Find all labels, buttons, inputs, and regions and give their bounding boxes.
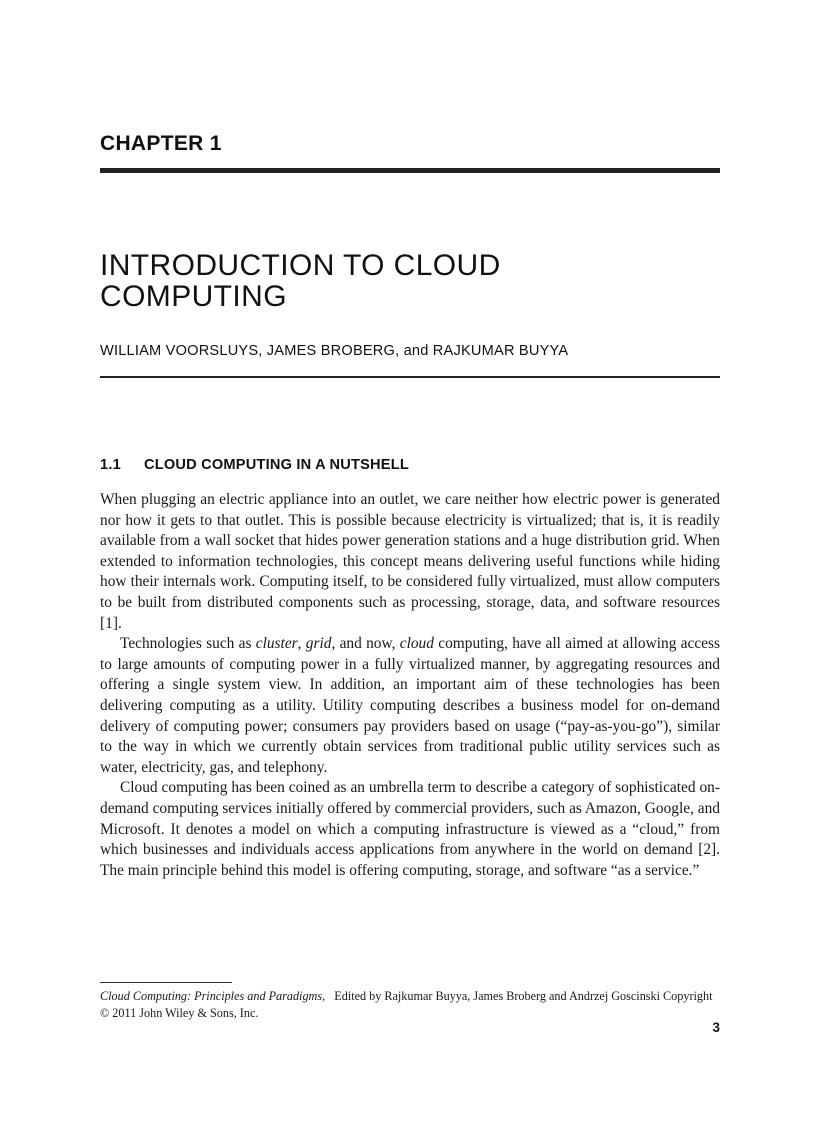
paragraph-2-text: Technologies such as [120,635,256,653]
section-number: 1.1 [100,457,121,473]
paragraph-2-text: , and now, [331,635,400,653]
chapter-title [100,250,720,312]
body-text [100,490,720,881]
emphasis-cloud: cloud [399,635,434,653]
paragraph-2-text: , [297,635,306,653]
authors-rule [100,376,720,378]
emphasis-cluster: cluster [255,635,298,653]
chapter-title-line-2: COMPUTING [100,280,287,313]
paragraph-2-text: computing, have all aimed at allowing access to large amounts of computing power in a fully virtualized manner, by aggregating resources and offering a single system view. In addition, an important aim of these technologies has been delivering computing as a utility. Utility computing describes a business model for on-demand delivery of computing power; consumers pay providers based on usage (“pay-as-you-go”), similar to the way in which we currently obtain services from traditional public utility services such as water, electricity, gas, and telephony. [100,635,720,776]
paragraph-2 [100,634,720,778]
book-title: Cloud Computing: Principles and Paradigms, [100,989,326,1003]
chapter-title-line-1: INTRODUCTION TO CLOUD [100,249,501,282]
page-number: 3 [712,1020,720,1035]
section-heading [100,457,409,473]
footnote-details: Edited by Rajkumar Buyya, James Broberg and Andrzej Goscinski Copyright © 2011 John Wiley & Sons, Inc. [100,989,713,1020]
paragraph-1: When plugging an electric appliance into an outlet, we care neither how electric power is generated nor how it gets to that outlet. This is possible because electricity is virtualized; that is, it is readily available from a wall socket that hides power generation stations and a huge distribution grid. When extended to information technologies, this concept means delivering useful functions while hiding how their internals work. Computing itself, to be considered fully virtualized, must allow computers to be built from distributed components such as processing, storage, data, and software resources [1]. [100,491,720,632]
section-title: CLOUD COMPUTING IN A NUTSHELL [144,457,409,473]
paragraph-3: Cloud computing has been coined as an umbrella term to describe a category of sophisticated on-demand computing services initially offered by commercial providers, such as Amazon, Google, and Microsoft. It denotes a model on which a computing infrastructure is viewed as a “cloud,” from which businesses and individuals access applications from anywhere in the world on demand [2]. The main principle behind this model is offering computing, storage, and software “as a service.” [100,779,720,879]
copyright-footnote [100,988,720,1021]
chapter-authors: WILLIAM VOORSLUYS, JAMES BROBERG, and RAJKUMAR BUYYA [100,343,569,359]
chapter-rule [100,168,720,173]
emphasis-grid: grid [305,635,332,653]
chapter-label: CHAPTER 1 [100,132,222,155]
footnote-rule [100,982,232,983]
